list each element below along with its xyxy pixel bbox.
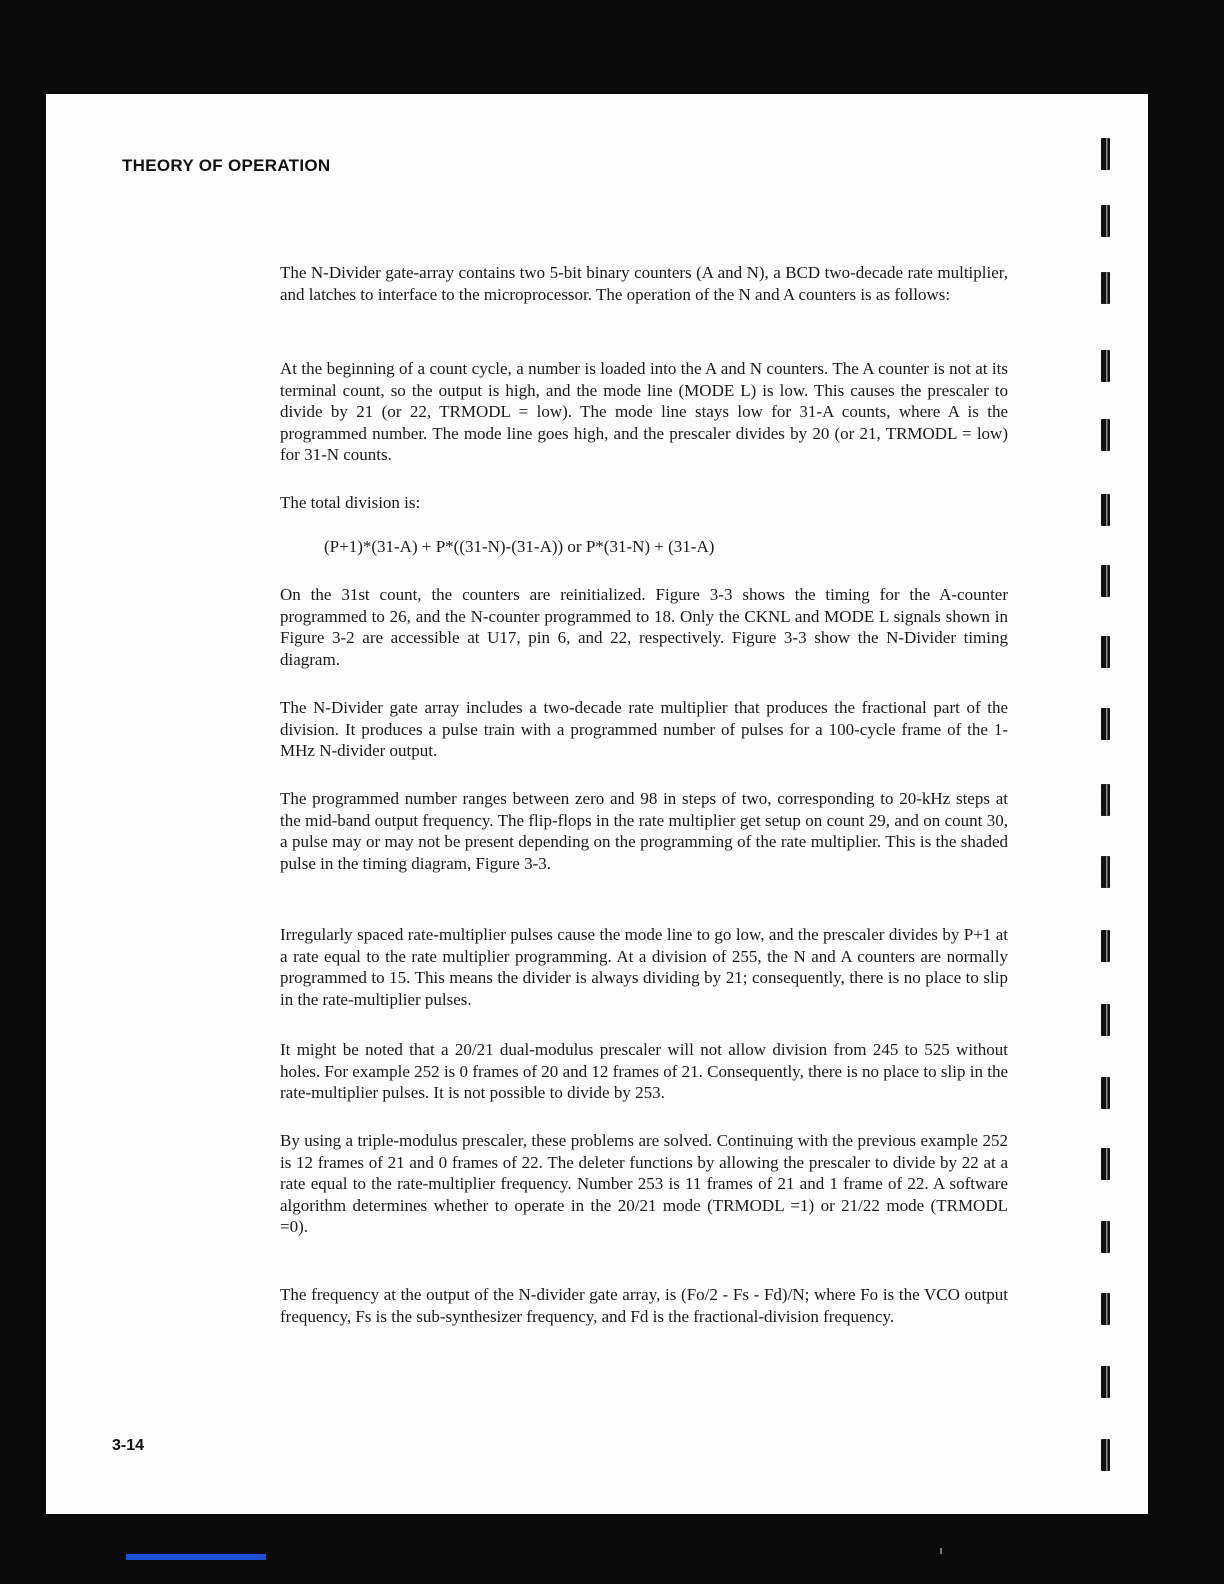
binder-tab-mark — [1101, 708, 1110, 740]
binder-tab-mark — [1101, 494, 1110, 526]
binder-tab-mark — [1101, 272, 1110, 304]
paragraph-31st-count: On the 31st count, the counters are reinitialized. Figure 3-3 shows the timing for the A-counter programmed to 26, and the N-counter programmed to 18. Only the CKNL and MODE L signals shown in Figure 3-2 are accessible at U17, pin 6, and 22, respectively. Figure 3-3 show the N-Divider timing diagram. — [280, 585, 1008, 669]
binder-tab-mark — [1101, 205, 1110, 237]
division-formula: (P+1)*(31-A) + P*((31-N)-(31-A)) or P*(31-N) + (31-A) — [324, 537, 715, 556]
binder-tab-mark — [1101, 1148, 1110, 1180]
binder-tab-mark — [1101, 636, 1110, 668]
page-number: 3-14 — [112, 1437, 145, 1454]
binder-tab-mark — [1101, 1293, 1110, 1325]
binder-tab-mark — [1101, 784, 1110, 816]
paragraph-n-divider-intro: The N-Divider gate-array contains two 5-bit binary counters (A and N), a BCD two-decade rate multiplier, and latches to interface to the microprocessor. The operation of the N and A counters is as follows: — [280, 263, 1008, 304]
section-header: THEORY OF OPERATION — [122, 156, 331, 175]
binder-tab-mark — [1101, 1077, 1110, 1109]
binder-tab-mark — [1101, 856, 1110, 888]
binder-tab-mark — [1101, 138, 1110, 170]
binder-tab-mark — [1101, 1439, 1110, 1471]
binder-tab-mark — [1101, 419, 1110, 451]
paragraph-programmed-number: The programmed number ranges between zero and 98 in steps of two, corresponding to 20-kHz steps at the mid-band output frequency. The flip-flops in the rate multiplier get setup on count 29, and on count 30, a pulse may or may not be present depending on the programming of the rate multiplier. This is the shaded pulse in the timing diagram, Figure 3-3. — [280, 789, 1008, 873]
paragraph-triple-modulus: By using a triple-modulus prescaler, these problems are solved. Continuing with the previous example 252 is 12 frames of 21 and 0 frames of 22. The deleter functions by allowing the prescaler to divide by 22 at a rate equal to the rate-multiplier frequency. Number 253 is 11 frames of 21 and 1 frame of 22. A software algorithm determines whether to operate in the 20/21 mode (TRMODL =1) or 21/22 mode (TRMODL =0). — [280, 1131, 1008, 1236]
binder-tab-mark — [1101, 1004, 1110, 1036]
paragraph-output-frequency: The frequency at the output of the N-divider gate array, is (Fo/2 - Fs - Fd)/N; where Fo is the VCO output frequency, Fs is the sub-synthesizer frequency, and Fd is the fractional-division frequency. — [280, 1285, 1008, 1326]
paragraph-count-cycle: At the beginning of a count cycle, a number is loaded into the A and N counters. The A counter is not at its terminal count, so the output is high, and the mode line (MODE L) is low. This causes the prescaler to divide by 21 (or 22, TRMODL = low). The mode line stays low for 31-A counts, where A is the programmed number. The mode line goes high, and the prescaler divides by 20 (or 21, TRMODL = low) for 31-N counts. — [280, 359, 1008, 464]
paragraph-total-division: The total division is: — [280, 493, 421, 512]
binder-tab-mark — [1101, 930, 1110, 962]
scan-edge-strip — [126, 1554, 266, 1560]
paragraph-irregular-pulses: Irregularly spaced rate-multiplier pulses cause the mode line to go low, and the prescaler divides by P+1 at a rate equal to the rate multiplier programming. At a division of 255, the N and A counters are normally programmed to 15. This means the divider is always dividing by 21; consequently, there is no place to slip in the rate-multiplier pulses. — [280, 925, 1008, 1009]
scan-artifact — [940, 1548, 942, 1554]
document-page — [46, 94, 1148, 1514]
binder-tab-mark — [1101, 1366, 1110, 1398]
binder-tab-mark — [1101, 565, 1110, 597]
paragraph-rate-multiplier: The N-Divider gate array includes a two-decade rate multiplier that produces the fractional part of the division. It produces a pulse train with a programmed number of pulses for a 100-cycle frame of the 1-MHz N-divider output. — [280, 698, 1008, 760]
binder-tab-mark — [1101, 350, 1110, 382]
paragraph-dual-modulus: It might be noted that a 20/21 dual-modulus prescaler will not allow division from 245 to 525 without holes. For example 252 is 0 frames of 20 and 12 frames of 21. Consequently, there is no place to slip in the rate-multiplier pulses. It is not possible to divide by 253. — [280, 1040, 1008, 1102]
binder-tab-mark — [1101, 1221, 1110, 1253]
